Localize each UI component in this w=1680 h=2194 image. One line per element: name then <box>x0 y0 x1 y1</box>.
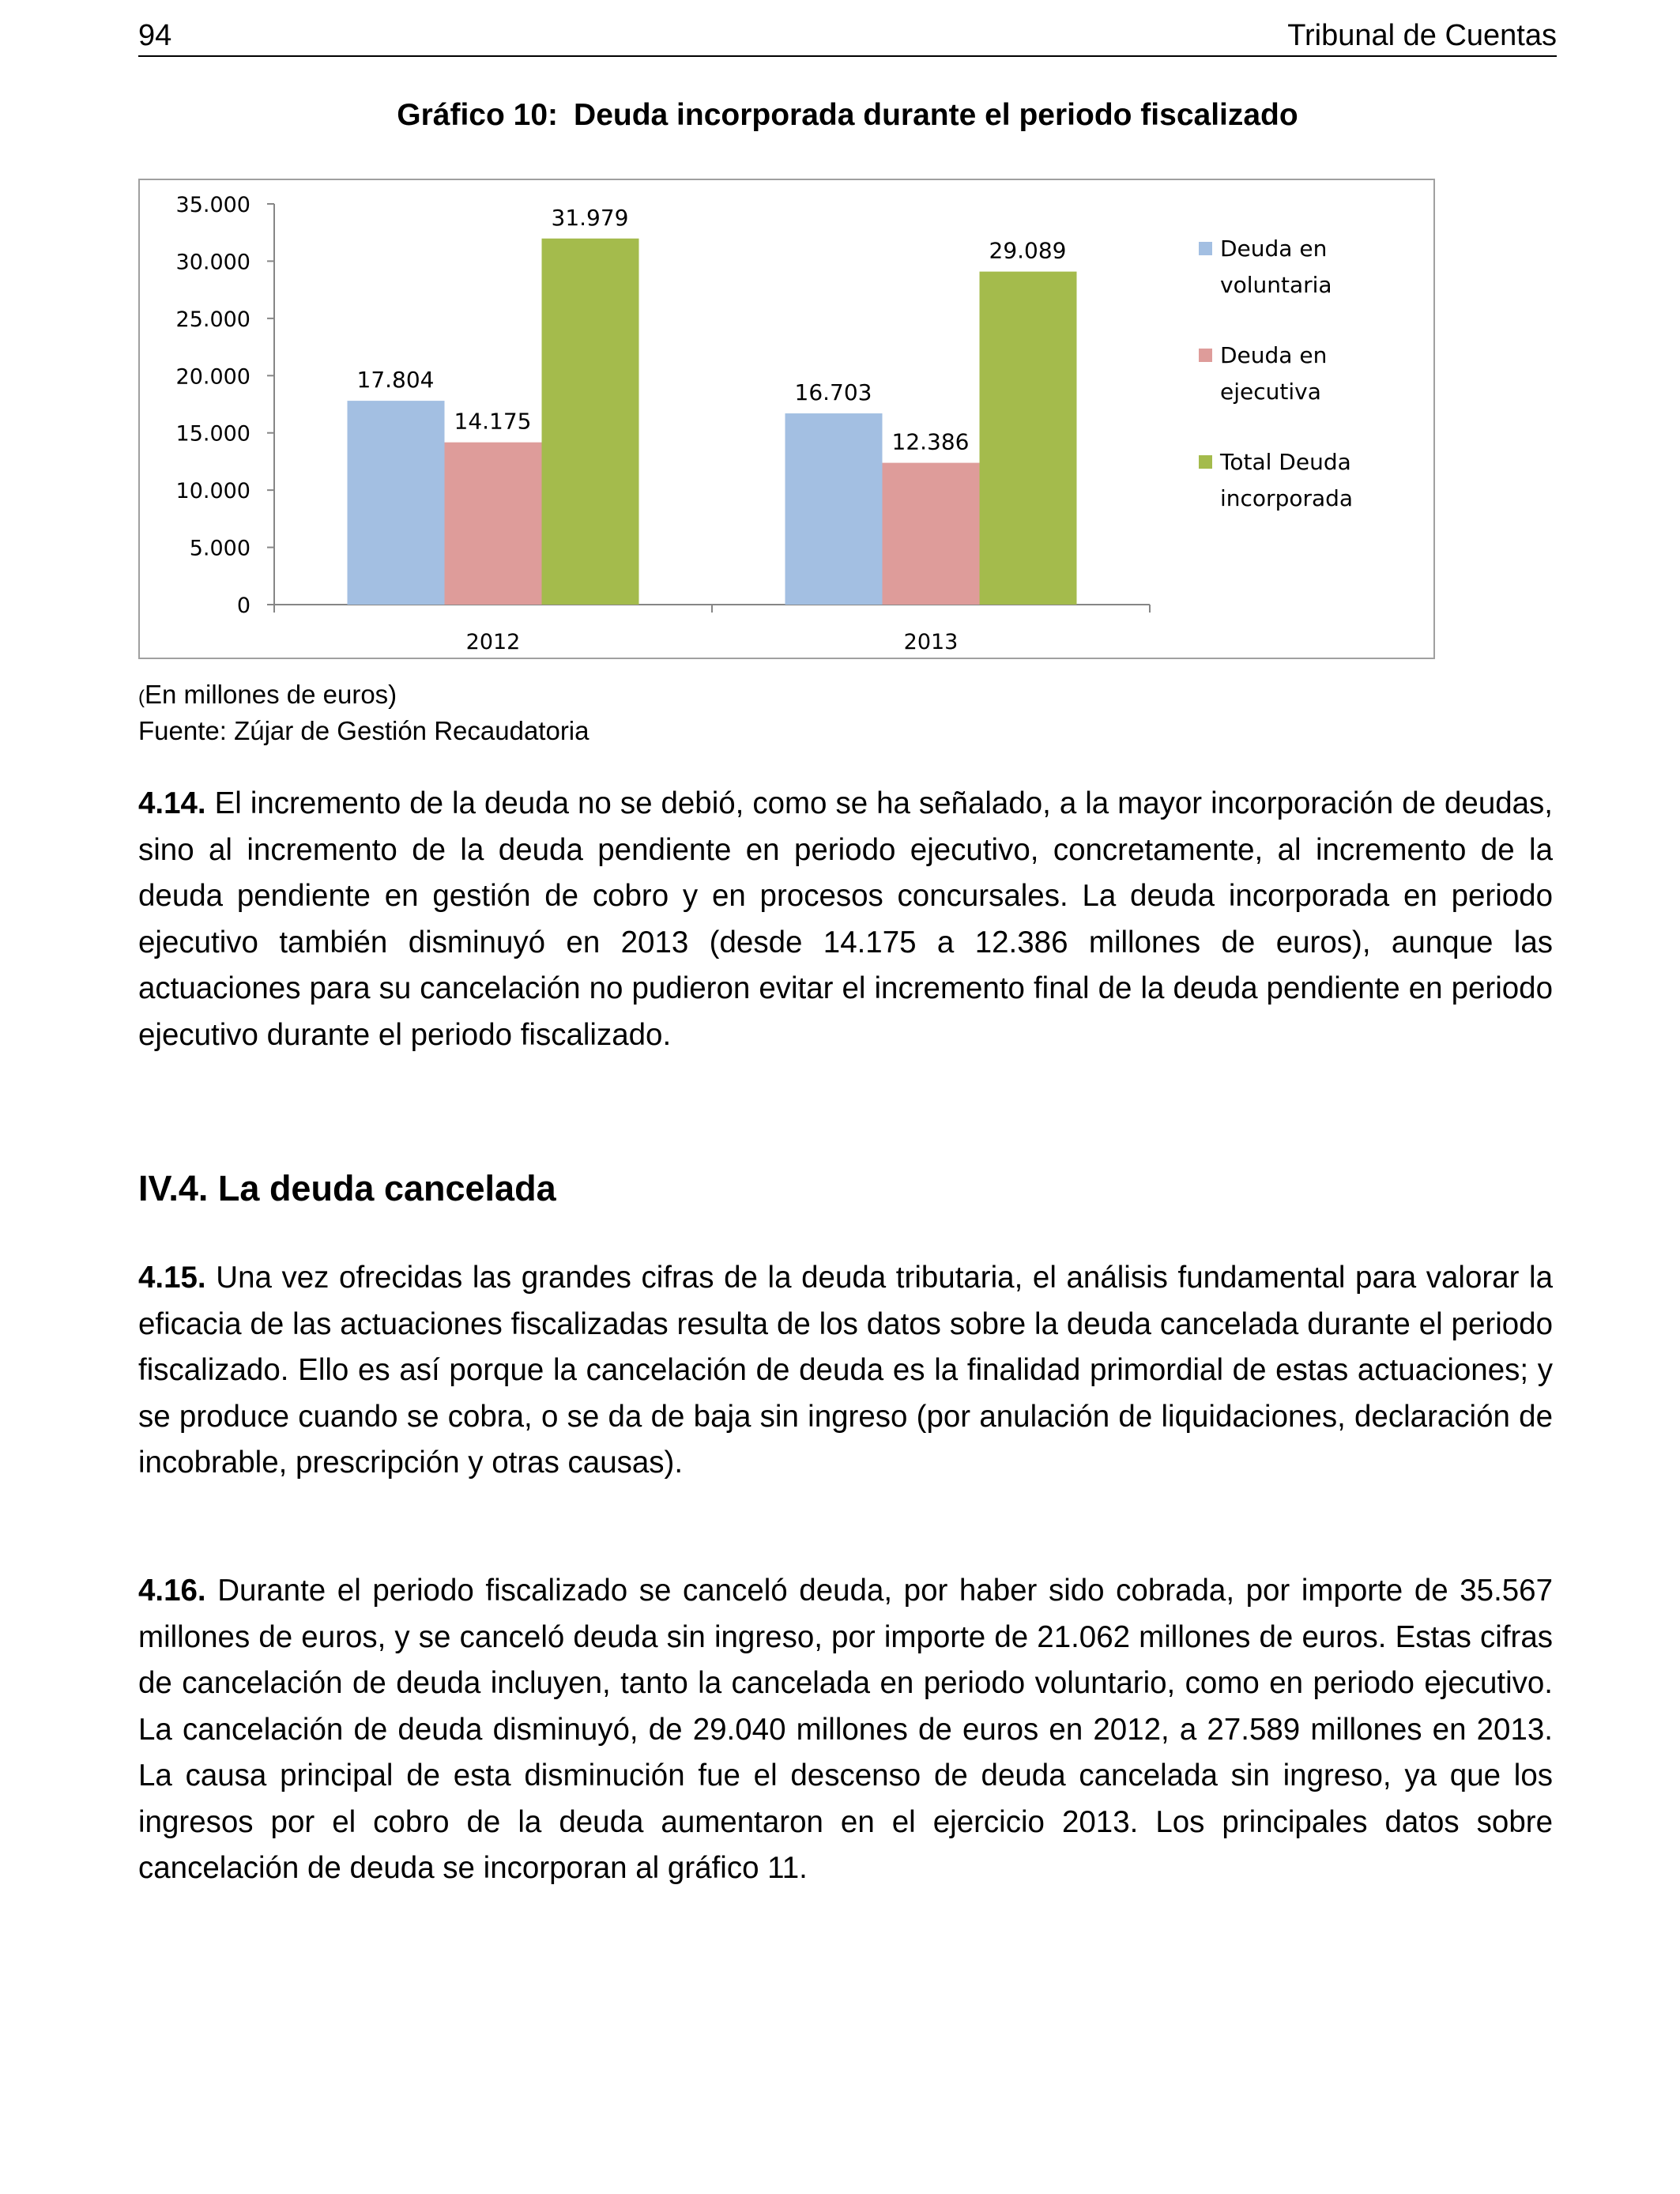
paragraph-number: 4.14. <box>138 786 206 820</box>
paragraph-text: Durante el periodo fiscalizado se canceló deuda, por haber sido cobrada, por importe de 35.567 millones de euros, y se canceló deuda sin ingreso, por importe de 21.062 millones de euros. Estas cifras de cancelación de deuda incluyen, tanto la cancelada en periodo voluntario, como en periodo ejecutivo. La cancelación de deuda disminuyó, de 29.040 millones de euros en 2012, a 27.589 millones en 2013. La causa principal de esta disminución fue el descenso de deuda cancelada sin ingreso, ya que los ingresos por el cobro de la deuda aumentaron en el ejercicio 2013. Los principales datos sobre cancelación de deuda se incorporan al gráfico 11. <box>138 1574 1553 1885</box>
y-tick-label: 20.000 <box>175 364 250 390</box>
bar <box>445 443 542 605</box>
page-header <box>138 16 1557 57</box>
data-label: 29.089 <box>989 237 1067 264</box>
bar <box>883 463 980 605</box>
paragraph-text: El incremento de la deuda no se debió, como se ha señalado, a la mayor incorporación de deudas, sino al incremento de la deuda pendiente en periodo ejecutivo, concretamente, al incremento de la deuda pendiente en gestión de cobro y en procesos concursales. La deuda incorporada en periodo ejecutivo también disminuyó en 2013 (desde 14.175 a 12.386 millones de euros), aunque las actuaciones para su cancelación no pudieron evitar el incremento final de la deuda pendiente en periodo ejecutivo durante el periodo fiscalizado. <box>138 786 1553 1052</box>
legend-swatch <box>1199 242 1212 255</box>
data-label: 16.703 <box>794 379 872 406</box>
bar-chart-svg <box>140 180 1437 661</box>
bar <box>348 401 445 605</box>
section-heading: IV.4. La deuda cancelada <box>138 1168 556 1208</box>
bar <box>980 272 1077 605</box>
unit-note <box>138 678 590 714</box>
legend-swatch <box>1199 455 1212 469</box>
x-tick-label: 2013 <box>903 630 959 654</box>
unit-note-text: En millones de euros) <box>145 680 397 709</box>
bar <box>785 413 883 605</box>
legend-label: incorporada <box>1220 485 1354 511</box>
y-tick-label: 35.000 <box>175 193 250 217</box>
bar <box>542 239 639 605</box>
header-organization: Tribunal de Cuentas <box>1287 19 1557 52</box>
unit-note-paren: ( <box>138 687 145 708</box>
x-tick-label: 2012 <box>465 630 521 654</box>
legend-label: ejecutiva <box>1220 379 1321 405</box>
legend-label: Total Deuda <box>1220 449 1351 475</box>
paragraph-4-15 <box>138 1255 1553 1487</box>
source-note: Fuente: Zújar de Gestión Recaudatoria <box>138 716 590 745</box>
data-label: 14.175 <box>454 408 532 435</box>
data-label: 12.386 <box>891 428 970 455</box>
data-label: 31.979 <box>551 204 629 231</box>
data-label: 17.804 <box>356 367 435 394</box>
chart-title <box>138 98 1557 133</box>
page-number: 94 <box>138 19 172 52</box>
legend-label: voluntaria <box>1220 272 1332 298</box>
y-tick-label: 10.000 <box>175 479 250 504</box>
paragraph-4-16 <box>138 1568 1553 1892</box>
y-tick-label: 15.000 <box>175 421 250 447</box>
paragraph-4-14 <box>138 781 1553 1058</box>
y-tick-label: 5.000 <box>189 536 250 561</box>
y-tick-label: 25.000 <box>175 307 250 332</box>
chart-title-text: Deuda incorporada durante el periodo fiscalizado <box>574 98 1298 132</box>
chart-notes <box>138 678 590 748</box>
legend-swatch <box>1199 349 1212 362</box>
bar-chart <box>138 179 1435 659</box>
legend-label: Deuda en <box>1220 236 1328 262</box>
y-tick-label: 30.000 <box>175 250 250 275</box>
paragraph-number: 4.15. <box>138 1261 206 1295</box>
paragraph-number: 4.16. <box>138 1574 206 1608</box>
chart-title-prefix: Gráfico 10: <box>397 98 559 132</box>
paragraph-text: Una vez ofrecidas las grandes cifras de la deuda tributaria, el análisis fundamental para valorar la eficacia de las actuaciones fiscalizadas resulta de los datos sobre la deuda cancelada durante el periodo fiscalizado. Ello es así porque la cancelación de deuda es la finalidad primordial de estas actuaciones; y se produce cuando se cobra, o se da de baja sin ingreso (por anulación de liquidaciones, declaración de incobrable, prescripción y otras causas). <box>138 1261 1553 1480</box>
y-tick-label: 0 <box>236 594 250 618</box>
legend-label: Deuda en <box>1220 342 1328 368</box>
